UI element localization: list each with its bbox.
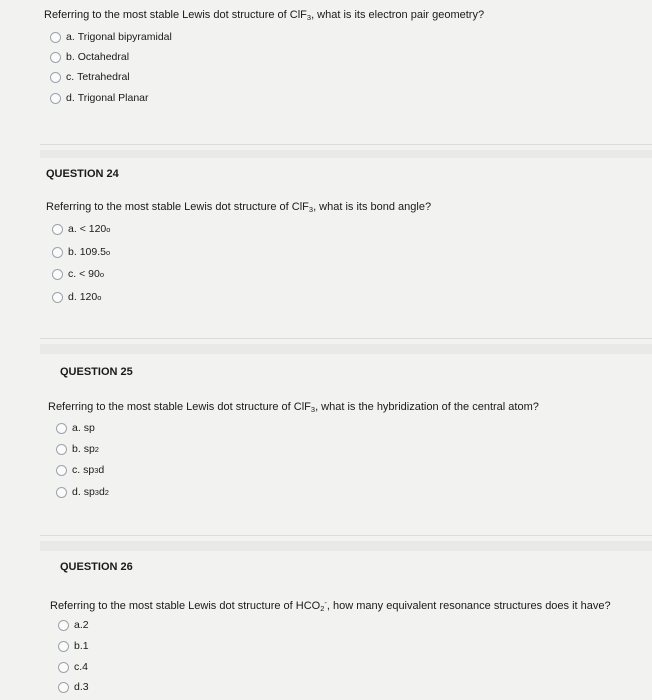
divider-band bbox=[40, 344, 652, 354]
q25-option-b[interactable]: b. sp 2 bbox=[56, 443, 99, 455]
q26-option-a[interactable]: a. 2 bbox=[58, 619, 89, 631]
radio-button[interactable] bbox=[56, 444, 67, 455]
divider-band bbox=[40, 541, 652, 551]
q24-option-d[interactable]: d. 120 o bbox=[52, 291, 101, 303]
q26-option-b[interactable]: b. 1 bbox=[58, 640, 89, 652]
q25-option-a[interactable]: a. sp bbox=[56, 422, 95, 434]
question-25-heading: QUESTION 25 bbox=[60, 366, 133, 378]
divider-band bbox=[40, 150, 652, 158]
question-25-text: Referring to the most stable Lewis dot structure of ClF$_3$, what is the hybridization of the central atom? bbox=[48, 401, 539, 414]
q26-option-c[interactable]: c. 4 bbox=[58, 661, 88, 673]
question-23-text: Referring to the most stable Lewis dot structure of ClF$_3$, what is its electron pair geometry? bbox=[44, 9, 485, 22]
radio-button[interactable] bbox=[52, 224, 63, 235]
radio-button[interactable] bbox=[58, 662, 69, 673]
radio-button[interactable] bbox=[58, 620, 69, 631]
divider bbox=[40, 338, 652, 339]
q24-option-a[interactable]: a. < 120 o bbox=[52, 223, 110, 235]
question-26-heading: QUESTION 26 bbox=[60, 561, 133, 573]
q25-option-d[interactable]: d. sp 3 d 2 bbox=[56, 486, 109, 498]
question-24-heading: QUESTION 24 bbox=[46, 168, 119, 180]
radio-button[interactable] bbox=[52, 292, 63, 303]
q24-option-b[interactable]: b. 109.5 o bbox=[52, 246, 110, 258]
divider bbox=[40, 144, 652, 145]
radio-button[interactable] bbox=[50, 93, 61, 104]
radio-button[interactable] bbox=[50, 32, 61, 43]
q23-option-c[interactable]: c. Tetrahedral bbox=[50, 71, 130, 83]
q26-option-d[interactable]: d. 3 bbox=[58, 681, 89, 693]
question-26-text: Referring to the most stable Lewis dot structure of $HCO_2^-$, how many equivalent resonance structures does it have? bbox=[50, 598, 611, 613]
q24-option-c[interactable]: c. < 90 o bbox=[52, 268, 104, 280]
radio-button[interactable] bbox=[58, 641, 69, 652]
q23-option-a[interactable]: a. Trigonal bipyramidal bbox=[50, 31, 172, 43]
radio-button[interactable] bbox=[52, 247, 63, 258]
q23-option-d[interactable]: d. Trigonal Planar bbox=[50, 92, 149, 104]
radio-button[interactable] bbox=[58, 682, 69, 693]
radio-button[interactable] bbox=[56, 465, 67, 476]
q23-option-b[interactable]: b. Octahedral bbox=[50, 51, 129, 63]
divider bbox=[40, 535, 652, 536]
radio-button[interactable] bbox=[56, 487, 67, 498]
question-24-text: Referring to the most stable Lewis dot structure of ClF$_3$, what is its bond angle? bbox=[46, 201, 432, 214]
radio-button[interactable] bbox=[56, 423, 67, 434]
radio-button[interactable] bbox=[50, 52, 61, 63]
radio-button[interactable] bbox=[50, 72, 61, 83]
q25-option-c[interactable]: c. sp 3 d bbox=[56, 464, 104, 476]
radio-button[interactable] bbox=[52, 269, 63, 280]
